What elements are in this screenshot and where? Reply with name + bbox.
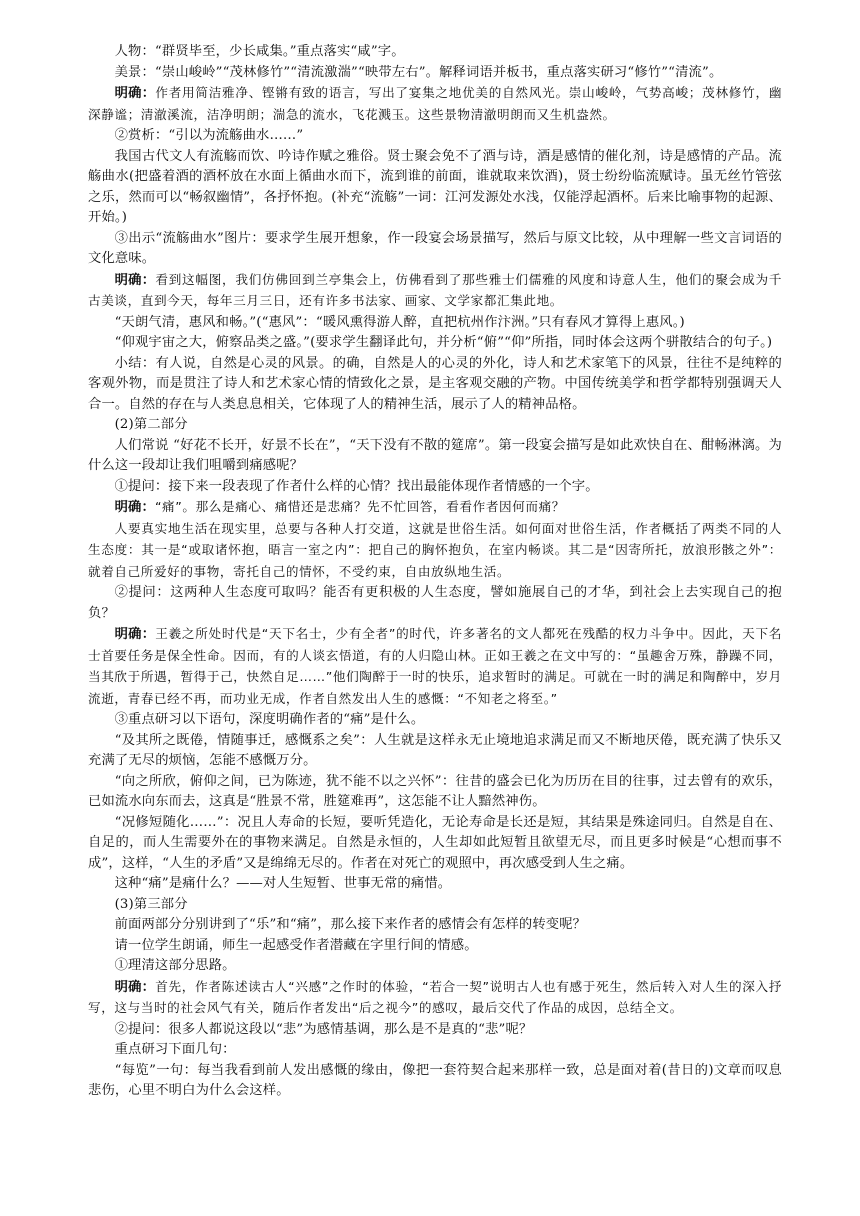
paragraph <box>88 436 782 477</box>
paragraph <box>88 710 782 731</box>
paragraph <box>88 624 782 710</box>
document-page <box>88 42 782 1102</box>
paragraph <box>88 63 782 84</box>
paragraph-text: “仰观宇宙之大，俯察品类之盛。”(要求学生翻译此句，并分析“俯”“仰”所指，同时体会这两个骈散结合的句子。) <box>114 335 773 350</box>
paragraph-text: 人们常说 “好花不长开，好景不长在”，“天下没有不散的筵席”。第一段宴会描写是如此欢快自在、酣畅淋漓。为什么这一段却让我们咀嚼到痛感呢？ <box>88 437 782 473</box>
paragraph <box>88 1040 782 1061</box>
paragraph-text: 美景：“崇山峻岭”“茂林修竹”“清流激湍”“映带左右”。解释词语并板书，重点落实研习“修竹”“清流”。 <box>114 64 723 80</box>
paragraph-lead: 明确： <box>114 86 156 101</box>
paragraph <box>88 956 782 977</box>
paragraph <box>88 1020 782 1041</box>
paragraph-text: ①提问：接下来一段表现了作者什么样的心情？找出最能体现作者情感的一个字。 <box>114 478 599 494</box>
paragraph-text: ②赏析：“引以为流觞曲水……” <box>114 128 304 143</box>
paragraph-text: 小结：有人说，自然是心灵的风景。的确，自然是人的心灵的外化，诗人和艺术家笔下的风景，往往不是纯粹的客观外物，而是贯注了诗人和艺术家心情的情致化之景，是主客观交融的产物。中国传统美学和哲学都特别强调天人合一。自然的存在与人类息息相关，它体现了人的精神生活，展示了人的精神品格。 <box>88 355 782 412</box>
paragraph <box>88 895 782 916</box>
paragraph-text: 这种“痛”是痛什么？——对人生短暂、世事无常的痛惜。 <box>114 876 452 891</box>
paragraph-text: 前面两部分分别讲到了“乐”和“痛”，那么接下来作者的感情会有怎样的转变呢？ <box>114 917 587 932</box>
paragraph-text: 重点研习下面几句： <box>114 1042 236 1057</box>
paragraph <box>88 519 782 584</box>
paragraph-lead: 明确： <box>114 500 155 515</box>
paragraph-text: 人物：“群贤毕至，少长咸集。”重点落实“咸”字。 <box>114 44 405 59</box>
paragraph <box>88 313 782 334</box>
paragraph-text: “况修短随化……”：况且人寿命的长短，要听凭造化，无论寿命是长还是短，其结果是殊途同归。自然是自在、自足的，而人生需要外在的事物来满足。自然是永恒的，人生却如此短暂且欲望无尽，而且更多时候是“心想而事不成”，这样，“人生的矛盾”又是绵绵无尽的。作者在对死亡的观照中，再次感受到人生之痛。 <box>88 814 782 871</box>
paragraph <box>88 497 782 519</box>
paragraph-text: “每览”一句：每当我看到前人发出感慨的缘由，像把一套符契合起来那样一致，总是面对着(昔日的)文章而叹息悲伤，心里不明白为什么会这样。 <box>88 1062 782 1098</box>
paragraph-text: 作者用简洁雅净、铿锵有致的语言，写出了宴集之地优美的自然风光。崇山峻岭，气势高峻；茂林修竹，幽深静谧；清澈溪流，洁净明朗；湍急的流水，飞花溅玉。这些景物清澈明朗而又生机盎然。 <box>88 85 783 122</box>
paragraph <box>88 42 782 63</box>
paragraph-text: 首先，作者陈述读古人“兴感”之作时的体验，“若合一契”说明古人也有感于死生，然后转入对人生的深入抒写，这与当时的社会风气有关，随后作者发出“后之视今”的感叹，最后交代了作品的成因，总结全文。 <box>88 978 783 1015</box>
paragraph-text: ①理清这部分思路。 <box>114 958 236 973</box>
paragraph <box>88 333 782 354</box>
paragraph-text: “天朗气清，惠风和畅。”(“惠风”：“暖风熏得游人醉，直把杭州作汴洲。”只有春风才算得上惠风。) <box>114 314 685 330</box>
paragraph <box>88 83 782 126</box>
paragraph <box>88 813 782 875</box>
paragraph <box>88 1061 782 1102</box>
paragraph-text: 人要真实地生活在现实里，总要与各种人打交道，这就是世俗生活。如何面对世俗生活，作者概括了两类不同的人生态度：其一是“或取诸怀抱，晤言一室之内”：把自己的胸怀抱负，在室内畅谈。其二是“因寄所托，放浪形骸之外”：就着自己所爱好的事物，寄托自己的情怀，不受约束，自由放纵地生活。 <box>88 520 782 579</box>
paragraph-text: 我国古代文人有流觞而饮、吟诗作赋之雅俗。贤士聚会免不了酒与诗，酒是感情的催化剂，诗是感情的产品。流觞曲水(把盛着酒的酒杯放在水面上循曲水而下，流到谁的前面，谁就取来饮酒)，贤士纷纷临流赋诗。虽无丝竹管弦之乐，然而可以“畅叙幽情”，各抒怀抱。(补充“流觞”一词：江河发源处水浅，仅能浮起酒杯。后来比喻事物的起源、开始。) <box>88 148 782 225</box>
paragraph <box>88 772 782 813</box>
paragraph-text: “及其所之既倦，情随事迁，感慨系之矣”：人生就是这样永无止境地追求满足而又不断地厌倦，既充满了快乐又充满了无尽的烦恼，怎能不感慨万分。 <box>88 732 782 768</box>
paragraph <box>88 354 782 416</box>
paragraph-text: “向之所欣，俯仰之间，已为陈迹，犹不能不以之兴怀”：往昔的盛会已化为历历在目的往事，过去曾有的欢乐，已如流水向东而去，这真是“胜景不常，胜筵难再”，这怎能不让人黯然神伤。 <box>88 773 782 809</box>
paragraph-text: “痛”。那么是痛心、痛惜还是悲痛？先不忙回答，看看作者因何而痛？ <box>154 499 565 514</box>
paragraph-text: 王羲之所处时代是“天下名士，少有全者”的时代，许多著名的文人都死在残酷的权力斗争中。因此，天下名士首要任务是保全性命。因而，有的人谈玄悟道，有的人归隐山林。正如王羲之在文中写的：“虽趣舍万殊，静躁不同，当其欣于所遇，暂得于己，快然自足……”他们陶醉于一时的快乐，追求暂时的满足。可就在一时的满足和陶醉中，岁月流逝，青春已经不再，而功业无成，作者自然发出人生的感慨：“不知老之将至。” <box>88 626 782 706</box>
paragraph-lead: 明确： <box>114 272 156 288</box>
paragraph <box>88 126 782 147</box>
paragraph <box>88 731 782 772</box>
paragraph <box>88 270 782 313</box>
paragraph <box>88 147 782 229</box>
paragraph <box>88 915 782 936</box>
paragraph <box>88 977 782 1020</box>
paragraph-text: 请一位学生朗诵，师生一起感受作者潜藏在字里行间的情感。 <box>114 937 478 953</box>
paragraph-text: ③出示“流觞曲水”图片：要求学生展开想象，作一段宴会场景描写，然后与原文比较，从中理解一些文言词语的文化意味。 <box>88 230 782 266</box>
paragraph <box>88 477 782 498</box>
paragraph-lead: 明确： <box>114 627 156 642</box>
paragraph <box>88 583 782 624</box>
paragraph-text: ②提问：这两种人生态度可取吗？能否有更积极的人生态度，譬如施展自己的才华，到社会上去实现自己的抱负？ <box>88 585 782 621</box>
paragraph <box>88 229 782 270</box>
paragraph-text: ③重点研习以下语句，深度明确作者的“痛”是什么。 <box>114 712 425 727</box>
paragraph-text: ②提问：很多人都说这段以“悲”为感情基调，那么是不是真的“悲”呢？ <box>114 1021 533 1037</box>
paragraph-text: (3)第三部分 <box>114 896 188 912</box>
paragraph <box>88 936 782 957</box>
paragraph-text: (2)第二部分 <box>114 417 188 432</box>
paragraph-text: 看到这幅图，我们仿佛回到兰亭集会上，仿佛看到了那些雅士们儒雅的风度和诗意人生，他们的聚会成为千古美谈，直到今天，每年三月三日，还有许多书法家、画家、文学家都汇集此地。 <box>88 271 783 308</box>
paragraph-lead: 明确： <box>114 979 156 995</box>
paragraph <box>88 415 782 436</box>
paragraph <box>88 874 782 895</box>
